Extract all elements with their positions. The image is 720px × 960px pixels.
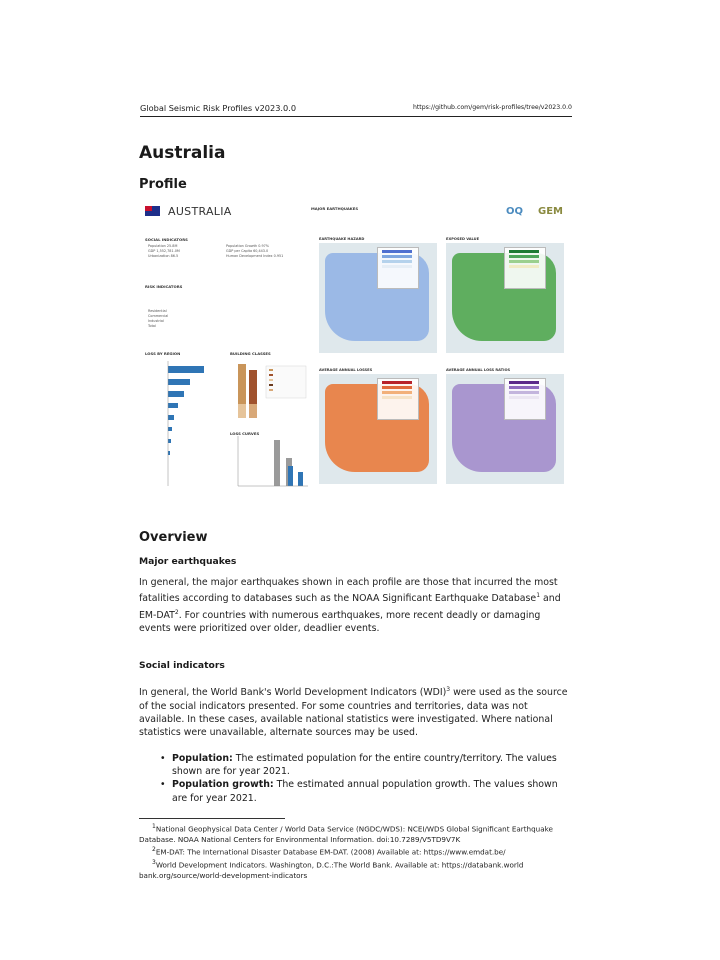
major-earthquakes-heading: Major earthquakes [139, 556, 237, 567]
list-item [158, 752, 572, 778]
footnote-text: National Geophysical Data Center / World Data Service (NGDC/WDS): NCEI/WDS Global Significant Earthquake Database. NOAA National Centers for Environmental Information. doi:10.7289/V5TD9V7K [139, 824, 553, 844]
overview-heading: Overview [139, 530, 208, 545]
list-text: The estimated population for the entire country/territory. The values shown are for year 2021. [172, 753, 557, 778]
social-indicators-label: SOCIAL INDICATORS [145, 237, 188, 242]
legend-swatch [382, 255, 412, 258]
map-label-exposure: EXPOSED VALUE [446, 237, 480, 241]
aal-map [319, 374, 437, 484]
loss-curves-label: LOSS CURVES [230, 431, 260, 436]
footnote [139, 845, 573, 858]
para-text: In general, the major earthquakes shown in each profile are those that incurred the most fatalities according to databases such as the NOAA Significant Earthquake Database [139, 577, 558, 605]
building-classes-label: BUILDING CLASSES [230, 351, 271, 356]
map-legend [377, 378, 419, 420]
social-line: GDP 1,552,781.0M [148, 249, 180, 253]
loss-by-region-label: LOSS BY REGION [145, 351, 181, 356]
social-line: Human Development Index 0.951 [226, 254, 284, 258]
para-text: . For countries with numerous earthquakes, more recent deadly or damaging events were prioritized over older, deadlier events. [139, 610, 541, 635]
loss-bar [168, 439, 171, 443]
social-line: GDP per Capita 60,443.0 [226, 249, 269, 253]
footnote-ref[interactable]: 2 [174, 608, 179, 616]
footnote-ref[interactable]: 3 [446, 686, 451, 693]
loss-bar [168, 379, 190, 385]
legend-swatch [382, 265, 412, 268]
risk-row: Total [148, 324, 156, 328]
list-text: The estimated annual population growth. The values shown are for year 2021. [172, 779, 558, 804]
footnote [139, 822, 573, 845]
legend-swatch [382, 396, 412, 399]
map-label-hazard: EARTHQUAKE HAZARD [319, 237, 365, 241]
footnotes [139, 822, 573, 881]
exposure-map [446, 243, 564, 353]
map-legend [504, 247, 546, 289]
indicator-list [158, 752, 572, 805]
loss-bar [168, 366, 204, 373]
openquake-logo: OQ [506, 206, 524, 217]
footnote-rule [139, 818, 285, 819]
loss-bar [168, 415, 174, 420]
legend-swatch [382, 260, 412, 263]
legend-swatch [509, 381, 539, 384]
legend-swatch [382, 391, 412, 394]
footnote [139, 858, 573, 881]
legend-swatch [509, 265, 539, 268]
loss-bar [168, 391, 184, 397]
major-earthquakes-label: MAJOR EARTHQUAKES [311, 206, 359, 211]
list-term: Population: [172, 753, 233, 764]
social-indicators-heading: Social indicators [139, 660, 225, 671]
risk-indicators-label: RISK INDICATORS [145, 284, 183, 289]
footnote-number: 3 [152, 859, 156, 866]
loss-bar [168, 403, 178, 408]
social-line: Urbanization 86.5 [148, 254, 179, 258]
legend-swatch [509, 391, 539, 394]
loss-bar [168, 427, 172, 431]
aalr-map [446, 374, 564, 484]
list-term: Population growth: [172, 779, 274, 791]
social-line: Population 25.8M [148, 244, 178, 248]
footnote-number: 1 [152, 823, 156, 830]
legend-swatch [509, 386, 539, 389]
loss-curves-bars [238, 436, 308, 486]
running-header [140, 102, 572, 117]
risk-row: Industrial [148, 319, 164, 323]
map-legend [504, 378, 546, 420]
para-text: In general, the World Bank's World Development Indicators (WDI) [139, 687, 447, 699]
legend-swatch [509, 396, 539, 399]
gem-logo: GEM [538, 206, 563, 217]
map-legend [377, 247, 419, 289]
risk-row: Commercial [148, 314, 169, 318]
footnote-number: 2 [152, 846, 156, 854]
page-title: Australia [139, 143, 226, 163]
legend-swatch [509, 260, 539, 263]
social-indicators-paragraph [139, 683, 572, 740]
profile-card-image [138, 196, 570, 498]
social-line: Population Growth 0.97% [226, 244, 270, 248]
hazard-map [319, 243, 437, 353]
header-url[interactable]: https://github.com/gem/risk-profiles/tree/v2023.0.0 [412, 104, 572, 111]
footnote-ref[interactable]: 1 [536, 592, 541, 600]
risk-row: Residential [148, 309, 167, 313]
list-item [158, 778, 572, 804]
legend-swatch [382, 381, 412, 384]
para-text: were used as the source of the social indicators presented. For some countries and territories, data was not available. In these cases, available national statistics were investigated. Where national statistics were unavailable, alternate sources may be used. [139, 687, 568, 739]
building-bars [238, 364, 257, 418]
major-earthquakes-paragraph [139, 576, 572, 636]
legend-swatch [382, 250, 412, 253]
footnote-text: World Development Indicators. Washington, D.C.:The World Bank. Available at: https://databank.world bank.org/source/world-development-indicators [139, 860, 524, 880]
header-title: Global Seismic Risk Profiles v2023.0.0 [140, 103, 297, 113]
map-label-aalr: AVERAGE ANNUAL LOSS RATIOS [446, 368, 511, 372]
building-legend [266, 366, 306, 398]
legend-swatch [382, 386, 412, 389]
legend-swatch [509, 255, 539, 258]
legend-swatch [509, 250, 539, 253]
para-text: and EM-DAT [139, 593, 561, 622]
profile-heading: Profile [139, 177, 187, 192]
footnote-text: EM-DAT: The International Disaster Database EM-DAT. (2008) Available at: https://www.emdat.be/ [155, 847, 506, 857]
loss-bar [168, 451, 170, 455]
profile-country-title: AUSTRALIA [168, 205, 232, 218]
map-label-aal: AVERAGE ANNUAL LOSSES [319, 368, 373, 372]
